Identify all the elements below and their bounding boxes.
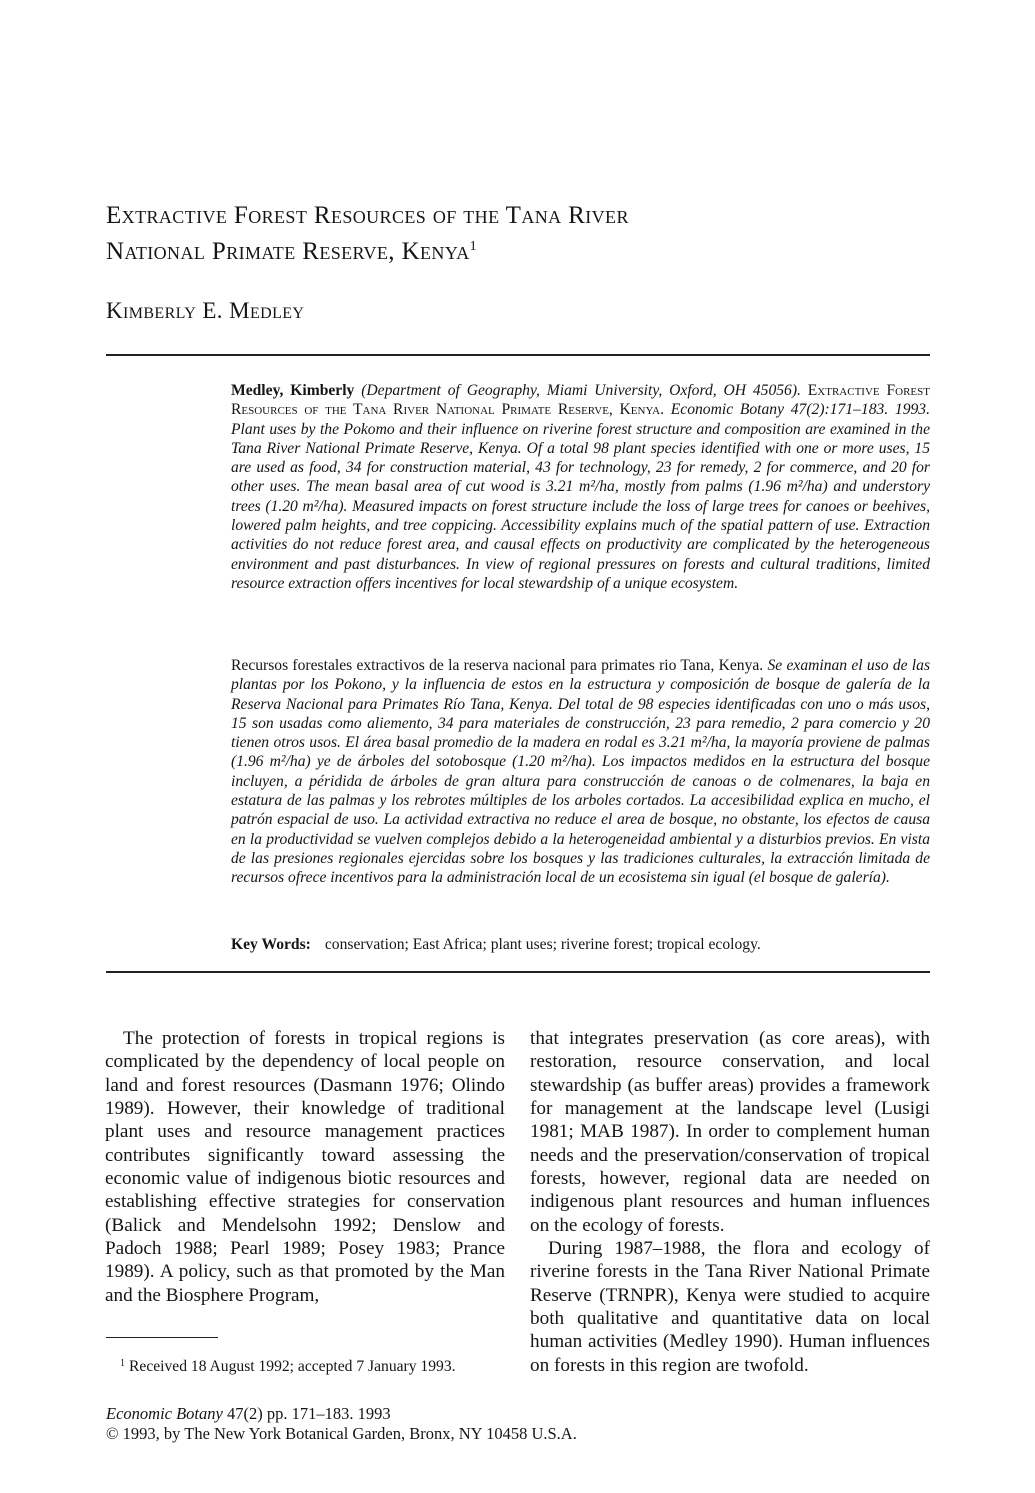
title-footnote-mark: 1: [469, 239, 478, 254]
body-column-right: [530, 1027, 930, 1382]
keywords: [231, 935, 930, 954]
abstract-english: [231, 381, 930, 593]
article-author: Kimberly E. Medley: [106, 298, 305, 323]
footnote-text: Received 18 August 1992; accepted 7 January 1993.: [129, 1358, 456, 1375]
footnote: [106, 1357, 506, 1376]
abstract-end-rule: [106, 971, 930, 973]
body-paragraph: The protection of forests in tropical regions is complicated by the dependency of local people on land and forest resources (Dasmann 1976; Olindo 1989). However, their knowledge of traditional plant uses and resource management practices contributes significantly toward assessing the economic value of indigenous biotic resources and establishing effective strategies for conservation (Balick and Mendelsohn 1992; Denslow and Padoch 1988; Pearl 1989; Posey 1983; Prance 1989). A policy, such as that promoted by the Man and the Biosphere Program,: [105, 1028, 505, 1306]
article-title: [106, 198, 946, 270]
journal-name: Economic Botany: [106, 1404, 223, 1423]
title-line-1: Extractive Forest Resources of the Tana River: [106, 202, 629, 229]
abstract-author-name: Medley, Kimberly: [231, 382, 355, 399]
keywords-text: conservation; East Africa; plant uses; riverine forest; tropical ecology.: [324, 936, 761, 953]
abstract-citation: Economic Botany 47(2):171–183. 1993.: [670, 401, 930, 419]
abstract-spanish: [231, 656, 930, 888]
footnote-rule: [106, 1337, 218, 1338]
keywords-label: Key Words:: [231, 936, 311, 953]
abstract-article-title: Extractive Forest Resources of the Tana River National Primate Reserve, Kenya.: [231, 382, 930, 419]
journal-citation: [106, 1404, 391, 1424]
body-column-left: [105, 1027, 505, 1306]
footnote-mark: 1: [120, 1358, 125, 1369]
abstract-english-body: Plant uses by the Pokomo and their influence on riverine forest structure and composition are examined in the Tana River National Primate Reserve, Kenya. Of a total 98 plant species identified with one or more uses, 15 are used as food, 34 for construction material, 43 for technology, 23 for remedy, 2 for commerce, and 20 for other uses. The mean basal area of cut wood is 3.21 m²/ha, mostly from palms (1.96 m²/ha) and understory trees (1.20 m²/ha). Measured impacts on forest structure include the loss of large trees for canoes or beehives, lowered palm heights, and tree coppicing. Accessibility explains much of the spatial pattern of use. Extraction activities do not reduce forest area, and causal effects on productivity are complicated by the heterogeneous environment and past disturbances. In view of regional pressures on forests and cultural traditions, limited resource extraction offers incentives for local stewardship of a unique ecosystem.: [231, 420, 930, 592]
abstract-spanish-body: Se examinan el uso de las plantas por los Pokono, y la influencia de estos en la estructura y composición de bosque de galería de la Reserva Nacional para Primates Río Tana, Kenya. Del total de 98 especies identificadas con uno o más usos, 15 son usadas como aliemento, 34 para materiales de construcción, 23 para remedio, 2 para comercio y 20 tienen otros usos. El área basal promedio de la madera en rodal es 3.21 m²/ha, la mayoría proviene de palmas (1.96 m²/ha) ye de árboles del sotobosque (1.20 m²/ha). Los impactos medidos en la estructura del bosque incluyen, a péridida de árboles de gran altura para construcción de canoas o de colmenares, la baja en estatura de las palmas y los rebrotes múltiples de los arboles cortados. La accesibilidad explica en mucho, el patrón espacial de uso. La actividad extractiva no reduce el area de bosque, no obstante, los efectos de causa en la productividad se vuelven complejos debido a la heterogeneidad ambiental y a disturbios previos. En vista de las presiones regionales ejercidas sobre los bosques y las tradiciones culturales, la extracción limitada de recursos ofrece incentivos para la administración local de un ecosistema sin igual (el bosque de galería).: [231, 657, 931, 887]
body-paragraph: that integrates preservation (as core areas), with restoration, resource conservation, and local stewardship (as buffer areas) provides a framework for management at the landscape level (Lusigi 1981; MAB 1987). In order to complement human needs and the preservation/conservation of tropical forests, however, regional data are needed on indigenous plant resources and human influences on the ecology of forests.: [530, 1028, 930, 1236]
header-rule: [106, 354, 930, 356]
copyright-notice: © 1993, by The New York Botanical Garden, Bronx, NY 10458 U.S.A.: [106, 1424, 577, 1443]
journal-volume: 47(2) pp. 171–183. 1993: [226, 1404, 391, 1423]
abstract-spanish-title: Recursos forestales extractivos de la reserva nacional para primates rio Tana, Kenya.: [231, 657, 764, 674]
title-line-2: National Primate Reserve, Kenya: [106, 238, 470, 265]
body-paragraph: During 1987–1988, the flora and ecology of riverine forests in the Tana River National Primate Reserve (TRNPR), Kenya were studied to acquire both qualitative and quantitative data on local human activities (Medley 1990). Human influences on forests in this region are twofold.: [530, 1238, 930, 1376]
abstract-affiliation: (Department of Geography, Miami University, Oxford, OH 45056).: [361, 382, 801, 399]
